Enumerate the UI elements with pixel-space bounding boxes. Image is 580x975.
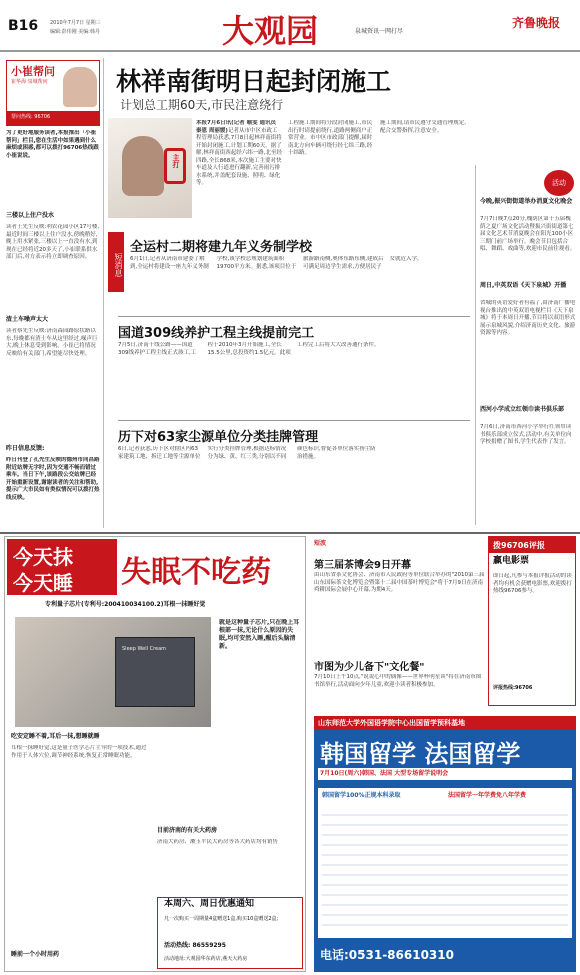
sleep-ad-quote: 就是这种量子芯片,只在晚上耳根部一抹,无论什么原因的失眠,均可安然入睡,醒后头脑清新。: [219, 619, 300, 650]
brief-2-text: 7月5日,济南干线公路——国道309线养护工程主线正式竣工,工程于2010年3月开始施工,全长15.5公里,总投资约1.5亿元。此项工程完工后将大大改善通行条件。: [118, 342, 380, 356]
sleep-ad-body: 耳根一抹睡好觉,这是量子医学芯片主导的一项技术,通过作用于人体穴位,调节神经系统,恢复正常睡眠功能。: [11, 745, 147, 759]
n1-text: 由山东省茶文化协会、济南市人民政府等单位联合举办的"2010第三届山东国际茶文化博览会暨第十二届中国茶叶博览会"将于7月9日在济南舜耕国际会展中心开幕,为期4天。: [314, 572, 485, 593]
section-divider: [0, 532, 580, 534]
activity-badge: 活动: [544, 170, 574, 196]
store-list: 济南大药房、漱玉平民大药房等各大药店均有销售: [157, 839, 279, 845]
left-divider: [103, 58, 104, 528]
study-ad-phone: 电话:0531-86610310: [320, 948, 454, 962]
study-ad-big: 韩国留学 法国留学: [320, 740, 521, 768]
sleep-ad-big2: 今天睡: [13, 571, 73, 595]
study-ad-detail2: 法国留学一年学费免八年学费: [448, 792, 527, 799]
main-tag: 主打: [164, 148, 186, 184]
store-title: 目前济南的有关大药房: [157, 827, 218, 834]
product-box: [115, 637, 195, 707]
study-abroad-ad: [314, 716, 576, 972]
help-intro: 为了更好地服务读者,本报推出「小崔帮问」栏目,您在生活中如果遇到什么麻烦或困惑,都可以拨打96706热线跟小崔说说。: [6, 130, 99, 159]
r1-text: 7月7日晚7点20分,槐荫区第十五届槐荫之夏广场文化活动暨振兴街街道第七届文化艺术节消夏晚会在阳光100小区三期门前广场举行。晚会节目包括合唱、舞蹈、戏曲等,欢迎市民前往观看。: [480, 216, 576, 252]
study-ad-table: [318, 788, 572, 938]
sleep-ad-red-block: [7, 539, 117, 595]
brief-2-title: 国道309线养护工程主线提前完工: [118, 326, 315, 341]
page-number: B16: [8, 18, 39, 34]
promo-box: [157, 897, 303, 969]
brief-divider-1: [118, 316, 470, 317]
section-subtitle: 泉城资讯一网打尽: [355, 28, 404, 35]
q1-title: 三楼以上住户没水: [6, 212, 55, 219]
main-story: [108, 60, 470, 230]
main-text-col1: [196, 120, 282, 228]
brief-3: [118, 424, 470, 528]
editor-credit: 编辑:彭伟刚 美编:韩丹: [50, 29, 100, 35]
n1-title: 第三届茶博会9日开幕: [314, 560, 411, 571]
left-column: [6, 60, 100, 590]
q2-title: 渣土车噪声太大: [6, 316, 49, 323]
study-ad-detail1: 韩国留学100%正规本科录取: [322, 792, 401, 799]
newspaper-logo: 齐鲁晚报: [512, 16, 561, 30]
main-text-1: 记者从市中区市政工程管理局获悉,7月8日起林祥南街将开始封闭施工,计划工期60天。据了解,林祥南街西起经六纬一路,北至经四路,全长868米,本次施工主要对快车道及人行道进行翻新,完善雨污排水系统,并盖配套设施、照明、绿化等。: [196, 127, 282, 186]
study-ad-rows: [322, 806, 568, 932]
q2-text: 读者蔡先生反映:济南森园路原状路以东,每晚都有渣土车从这里经过,噪声巨大,晚上休息受到影响。小崔已将情况反映给有关部门,希望能尽快处理。: [6, 328, 98, 357]
issue-date: 2010年7月7日 星期三: [50, 20, 101, 26]
sleep-ad-big1: 今天抹: [13, 545, 73, 569]
sleep-ad: [4, 536, 306, 972]
main-text-col3: 施工期间,请市民遵守交通管理规定,配合交警指挥,注意安全。: [380, 120, 466, 134]
review-ad-label: 拨96706评报: [489, 537, 575, 553]
review-ad-sub: 赢电影票: [493, 556, 530, 566]
r2-title: 周日,中英双语《天下泉城》开播: [480, 282, 567, 289]
right-column: [480, 170, 576, 530]
r3-text: 7月6日,济南市西河小学举行红领巾读书俱乐部成立仪式,活动中,有关单位向学校捐赠了图书,学生代表作了发言。: [480, 424, 572, 445]
person-figure: [122, 136, 164, 196]
product-photo: [15, 617, 211, 727]
help-banner-title: 小崔帮问: [11, 65, 55, 78]
main-byline: 本报7月6日讯(记者 喻雯 通讯员 秦恩 周丽媛): [196, 120, 276, 134]
brief-1-text: 6月1日,记者从济南市建委了解到,全运村将建设一座九年义务制学校,该学校总规划建筑面积19700平方米。据悉,该项目位于旅游路南侧,奥体东路东侧,建成后可满足周边学生需求,方便居民子女就近入学。: [130, 256, 423, 270]
review-ad: [488, 536, 576, 706]
section-brand: 大观园: [222, 12, 319, 50]
study-ad-date: 7月10日(周六)韩国、法国 大型专场留学说明会: [318, 768, 572, 780]
brief-1-title: 全运村二期将建九年义务制学校: [130, 240, 313, 255]
promo-phone: 活动热线: 86559295: [164, 942, 226, 949]
r1-title: 今晚,振兴街街道举办消夏文化晚会: [480, 198, 573, 205]
brief-3-text: 6日,记者获悉,历下区对辖区内63家建筑工地、拆迁工地等尘源单位实行分类挂牌管理,根据达标情况分为绿、黄、红三类,分别以不同颜色标识,督促各单位落实扬尘防治措施。: [118, 446, 376, 460]
right-divider: [475, 165, 476, 525]
n2-text: 7月10日上午10点,"说说心中的偶像——世界杯明星谈"将在济南市图书馆举行,活动面向少年儿童,欢迎小读者积极参加。: [314, 674, 482, 688]
review-ad-text: 即日起,凡参与本报评报活动的读者均有机会获赠电影票,欢迎拨打热线96706参与。: [493, 573, 572, 594]
sleep-ad-bottom: 睡前一个小时用药: [11, 951, 60, 958]
product-name: Sleep Well Cream: [122, 646, 167, 652]
main-text-col2: 工程施工期间将分段封闭施工,市民出行时请提前绕行,道路两侧商户正常营业。市中区市政部门提醒,届时南北方向车辆可绕行经七纬三路,经十纬路。: [288, 120, 373, 156]
sleep-ad-patent: 专利量子芯片(专利号:200410034100.2)耳根一抹睡好觉: [45, 601, 206, 608]
study-ad-top: 山东师范大学外国语学院中心出国留学预科基地: [314, 716, 576, 730]
page-header: [0, 0, 580, 52]
phone-photo: [108, 118, 192, 218]
helpline-label: 帮问热线: 96706: [7, 111, 99, 125]
briefs-label: 短消息: [108, 232, 124, 292]
r3-title: 西河小学成立红领巾读书俱乐部: [480, 406, 565, 413]
brief-2: [118, 320, 470, 420]
promo-address: 活动地址:大观园华东药店,燕天大药房: [164, 956, 248, 962]
help-banner: [6, 60, 100, 126]
main-subhead: 计划总工期60天,市民注意绕行: [120, 98, 284, 112]
short-news-badge: 短波: [314, 540, 327, 547]
review-ad-phone: 评报热线:96706: [493, 685, 533, 691]
brief-3-title: 历下对63家尘源单位分类挂牌管理: [118, 430, 319, 445]
q3-title: 昨日信息反馈:: [6, 445, 45, 452]
q1-text: 读者王先生反映:利农花园小区17号楼,最近时间三楼以上住户没水,傍晚稍好,晚上用水紧张,三楼以上一直没有水,到现在已经将近20多天了,小崔联系供水部门后,对方表示将立即调查原因。: [6, 224, 100, 260]
brief-divider-2: [118, 420, 470, 421]
promo-title: 本周六、周日优惠通知: [164, 899, 255, 909]
r2-text: 省城的英语爱好者有福了,由济南广播电视台推出的中英双语电视栏目《天下泉城》将于本周日开播,节目将以双语形式展示泉城风貌,介绍济南历史文化、旅游资源等内容。: [480, 300, 576, 336]
sleep-ad-sub1: 吃安定睡不着,耳后一抹,想睡就睡: [11, 733, 100, 740]
n2-title: 市图为少儿备下"文化餐": [314, 662, 425, 673]
main-headline: 林祥南街明日起封闭施工: [116, 67, 392, 96]
reporter-avatar: [63, 67, 97, 107]
q3-text: 昨日刊登了孔先生反映的德州市同昌路附近站牌无字时,因为交通不畅而错过乘车。当日下午,该路段公交站牌已经开始重新设置,谢谢读者的关注和帮助,提示广大市民如有类似情况可以拨打热线反映。: [6, 457, 100, 501]
sleep-ad-headline: 失眠不吃药: [121, 555, 271, 590]
help-banner-sub: 崔华海 泉城帮问: [11, 79, 48, 85]
promo-text: 凡一次购买一周期量4盒赠送1盒,购买10盒赠送2盒;: [164, 916, 279, 922]
